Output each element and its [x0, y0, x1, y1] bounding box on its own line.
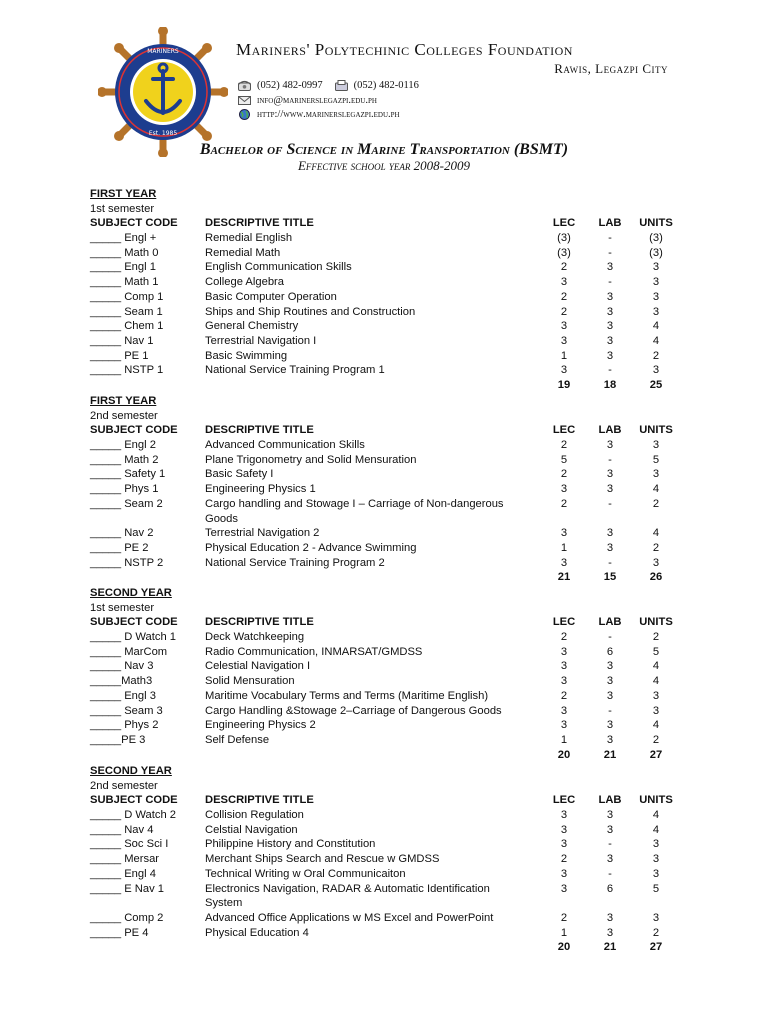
table-row [90, 497, 690, 526]
table-row [90, 659, 690, 674]
units-value: 5 [652, 645, 660, 658]
table-row [90, 275, 690, 290]
subject-code: _____ Phys 1 [90, 483, 159, 496]
lab-hours: 3 [606, 853, 614, 866]
lec-hours: 3 [560, 675, 568, 688]
subject-title: Celestial Navigation I [205, 660, 311, 673]
subject-code: _____ Seam 1 [90, 305, 163, 318]
units-value: 4 [652, 527, 660, 540]
column-header-title: DESCRIPTIVE TITLE [205, 217, 314, 230]
subject-title: Physical Education 4 [205, 926, 309, 939]
lab-hours: 3 [606, 261, 614, 274]
lec-hours: 2 [560, 911, 568, 924]
subject-title: Plane Trigonometry and Solid Mensuration [205, 453, 417, 466]
lec-hours: 3 [560, 276, 568, 289]
units-value: 4 [652, 660, 660, 673]
units-value: 2 [652, 926, 660, 939]
column-header-lab: LAB [598, 794, 622, 807]
column-header-lec: LEC [552, 424, 576, 437]
lab-hours: 3 [606, 349, 614, 362]
lab-hours: 6 [606, 882, 614, 895]
website-url[interactable]: http://www.marinerslegazpi.edu.ph [257, 109, 400, 120]
units-value: 4 [652, 823, 660, 836]
lec-hours: 2 [560, 468, 568, 481]
units-value: 2 [652, 497, 660, 510]
lec-hours: 1 [560, 349, 568, 362]
subject-code: _____ PE 4 [90, 926, 149, 939]
curriculum-section [90, 394, 690, 585]
lab-hours: 3 [606, 468, 614, 481]
lab-hours: - [608, 867, 612, 880]
units-value: 2 [652, 631, 660, 644]
units-value: 5 [652, 882, 660, 895]
lec-hours: 3 [560, 660, 568, 673]
total-units: 27 [649, 748, 663, 761]
units-value: 4 [652, 483, 660, 496]
subject-code: _____ Engl + [90, 232, 157, 245]
subject-code: _____ PE 1 [90, 349, 149, 362]
envelope-icon [238, 95, 251, 106]
subject-title: English Communication Skills [205, 261, 352, 274]
subject-title: Physical Education 2 - Advance Swimming [205, 541, 417, 554]
units-value: 3 [652, 838, 660, 851]
subject-code: _____ Engl 3 [90, 689, 156, 702]
lec-hours: 3 [560, 556, 568, 569]
organization-name: Mariners' Polytechinic Colleges Foundation [236, 40, 573, 59]
subject-title: Advanced Communication Skills [205, 439, 365, 452]
table-row [90, 689, 690, 704]
units-value: 2 [652, 733, 660, 746]
units-value: 3 [652, 290, 660, 303]
subject-title: Basic Safety I [205, 468, 274, 481]
subject-title: Advanced Office Applications w MS Excel and PowerPoint [205, 911, 494, 924]
lab-hours: 6 [606, 645, 614, 658]
total-lab: 21 [603, 748, 617, 761]
column-header-lec: LEC [552, 794, 576, 807]
lec-hours: 3 [560, 823, 568, 836]
lab-hours: 3 [606, 334, 614, 347]
units-value: 3 [652, 364, 660, 377]
semester-label: 1st semester [90, 202, 155, 215]
year-heading: SECOND YEAR [90, 765, 172, 777]
column-header-title: DESCRIPTIVE TITLE [205, 424, 314, 437]
lec-hours: 2 [560, 689, 568, 702]
fax-number: (052) 482-0116 [353, 80, 419, 91]
subject-title: Terrestrial Navigation I [205, 334, 317, 347]
table-row [90, 231, 690, 246]
subject-code: _____ Engl 4 [90, 867, 156, 880]
table-row [90, 482, 690, 497]
table-row [90, 837, 690, 852]
table-row [90, 363, 690, 378]
units-value: 3 [652, 704, 660, 717]
year-heading: FIRST YEAR [90, 395, 157, 407]
lab-hours: - [608, 246, 612, 259]
lec-hours: 3 [560, 719, 568, 732]
svg-text:MARINERS: MARINERS [147, 48, 179, 55]
lec-hours: 1 [560, 926, 568, 939]
lab-hours: - [608, 838, 612, 851]
units-value: (3) [649, 232, 663, 245]
lab-hours: 3 [606, 305, 614, 318]
curriculum-section [90, 586, 690, 762]
column-header-lab: LAB [598, 217, 622, 230]
subject-code: _____PE 3 [90, 733, 146, 746]
table-row [90, 926, 690, 941]
subject-title: Terrestrial Navigation 2 [205, 527, 320, 540]
totals-row [90, 748, 690, 763]
units-value: 3 [652, 305, 660, 318]
lec-hours: 3 [560, 704, 568, 717]
column-header-lab: LAB [598, 616, 622, 629]
units-value: 3 [652, 867, 660, 880]
column-header-units: UNITS [639, 217, 673, 230]
units-value: 3 [652, 468, 660, 481]
lec-hours: 3 [560, 483, 568, 496]
lec-hours: 3 [560, 334, 568, 347]
lab-hours: 3 [606, 719, 614, 732]
year-heading: FIRST YEAR [90, 188, 157, 200]
lec-hours: 3 [560, 882, 568, 895]
table-row [90, 645, 690, 660]
column-header-code: SUBJECT CODE [90, 616, 178, 629]
lab-hours: 3 [606, 483, 614, 496]
total-lec: 21 [557, 571, 571, 584]
column-header-code: SUBJECT CODE [90, 217, 178, 230]
subject-code: _____ Mersar [90, 853, 160, 866]
lab-hours: 3 [606, 809, 614, 822]
subject-title: Engineering Physics 1 [205, 483, 316, 496]
units-value: 3 [652, 439, 660, 452]
subject-title: Cargo handling and Stowage I – Carriage of Non-dangerous Goods [205, 497, 504, 525]
subject-code: _____ D Watch 2 [90, 809, 177, 822]
units-value: 3 [652, 556, 660, 569]
total-units: 25 [649, 378, 663, 391]
table-row [90, 704, 690, 719]
subject-title: General Chemistry [205, 320, 299, 333]
subject-code: _____ Phys 2 [90, 719, 159, 732]
lab-hours: - [608, 276, 612, 289]
lec-hours: 2 [560, 631, 568, 644]
column-header-lab: LAB [598, 424, 622, 437]
subject-title: Technical Writing w Oral Communicaiton [205, 867, 406, 880]
subject-code: _____ Math 0 [90, 246, 159, 259]
lec-hours: 1 [560, 541, 568, 554]
lec-hours: 3 [560, 527, 568, 540]
units-value: 5 [652, 453, 660, 466]
subject-code: _____ MarCom [90, 645, 168, 658]
lab-hours: 3 [606, 660, 614, 673]
table-row [90, 823, 690, 838]
lec-hours: 3 [560, 838, 568, 851]
lec-hours: 1 [560, 733, 568, 746]
column-header-code: SUBJECT CODE [90, 794, 178, 807]
lec-hours: 3 [560, 364, 568, 377]
lec-hours: 2 [560, 439, 568, 452]
column-header-units: UNITS [639, 424, 673, 437]
subject-code: _____ Math 1 [90, 276, 159, 289]
units-value: 3 [652, 911, 660, 924]
units-value: 3 [652, 261, 660, 274]
fax-icon [335, 80, 348, 91]
total-units: 26 [649, 571, 663, 584]
subject-code: _____ PE 2 [90, 541, 149, 554]
column-header-units: UNITS [639, 794, 673, 807]
totals-row [90, 570, 690, 585]
units-value: 3 [652, 689, 660, 702]
subject-title: Ships and Ship Routines and Construction [205, 305, 416, 318]
units-value: 4 [652, 809, 660, 822]
total-lab: 21 [603, 941, 617, 954]
school-seal-logo [98, 27, 228, 157]
curriculum-section [90, 764, 690, 955]
subject-code: _____ NSTP 1 [90, 364, 164, 377]
subject-title: Merchant Ships Search and Rescue w GMDSS [205, 853, 440, 866]
lab-hours: - [608, 704, 612, 717]
lec-hours: 2 [560, 305, 568, 318]
lab-hours: 3 [606, 911, 614, 924]
lab-hours: - [608, 232, 612, 245]
subject-code: _____ Safety 1 [90, 468, 166, 481]
table-row [90, 911, 690, 926]
table-row [90, 467, 690, 482]
table-row [90, 630, 690, 645]
lab-hours: - [608, 364, 612, 377]
lec-hours: 3 [560, 867, 568, 880]
svg-text:Est. 1985: Est. 1985 [148, 130, 178, 137]
table-row [90, 526, 690, 541]
table-row [90, 718, 690, 733]
column-header-code: SUBJECT CODE [90, 424, 178, 437]
subject-code: _____ Chem 1 [90, 320, 164, 333]
subject-title: Solid Mensuration [205, 675, 295, 688]
subject-code: _____ Nav 2 [90, 527, 154, 540]
table-row [90, 305, 690, 320]
units-value: 4 [652, 320, 660, 333]
lab-hours: 3 [606, 823, 614, 836]
lab-hours: - [608, 497, 612, 510]
subject-code: _____ Seam 3 [90, 704, 163, 717]
subject-code: _____ Comp 1 [90, 290, 164, 303]
curriculum-section [90, 187, 690, 393]
subject-code: _____ Seam 2 [90, 497, 163, 510]
subject-code: _____ Engl 2 [90, 439, 156, 452]
total-lec: 20 [557, 748, 571, 761]
subject-code: _____ Soc Sci I [90, 838, 169, 851]
total-lec: 20 [557, 941, 571, 954]
table-header-row [90, 793, 690, 808]
subject-title: Remedial Math [205, 246, 281, 259]
subject-code: _____ Nav 4 [90, 823, 154, 836]
subject-title: Collision Regulation [205, 809, 304, 822]
totals-row [90, 940, 690, 955]
total-lab: 18 [603, 378, 617, 391]
table-header-row [90, 615, 690, 630]
total-lec: 19 [557, 378, 571, 391]
table-row [90, 319, 690, 334]
lab-hours: 3 [606, 926, 614, 939]
table-row [90, 733, 690, 748]
units-value: 4 [652, 334, 660, 347]
table-row [90, 334, 690, 349]
lab-hours: - [608, 453, 612, 466]
units-value: 4 [652, 675, 660, 688]
subject-code: _____Math3 [90, 675, 153, 688]
table-row [90, 349, 690, 364]
subject-title: National Service Training Program 2 [205, 556, 385, 569]
column-header-title: DESCRIPTIVE TITLE [205, 794, 314, 807]
table-row [90, 867, 690, 882]
units-value: 3 [652, 853, 660, 866]
organization-city: Rawis, Legazpi City [554, 61, 668, 76]
phone-number: (052) 482-0997 [257, 80, 323, 91]
subject-code: _____ E Nav 1 [90, 882, 165, 895]
subject-title: Remedial English [205, 232, 293, 245]
table-row [90, 674, 690, 689]
semester-label: 2nd semester [90, 409, 158, 422]
column-header-units: UNITS [639, 616, 673, 629]
subject-title: Engineering Physics 2 [205, 719, 316, 732]
subject-title: Philippine History and Constitution [205, 838, 376, 851]
subject-code: _____ Nav 3 [90, 660, 154, 673]
letterhead [0, 0, 768, 140]
table-row [90, 808, 690, 823]
lab-hours: 3 [606, 733, 614, 746]
lec-hours: 3 [560, 645, 568, 658]
email-line [238, 95, 377, 106]
lec-hours: 3 [560, 809, 568, 822]
units-value: 2 [652, 541, 660, 554]
subject-code: _____ Math 2 [90, 453, 159, 466]
subject-title: Cargo Handling &Stowage 2–Carriage of Dangerous Goods [205, 704, 502, 717]
lec-hours: (3) [557, 246, 571, 259]
website-line [238, 109, 400, 120]
lec-hours: 2 [560, 261, 568, 274]
lab-hours: 3 [606, 541, 614, 554]
lab-hours: 3 [606, 527, 614, 540]
lab-hours: 3 [606, 290, 614, 303]
table-row [90, 260, 690, 275]
lab-hours: - [608, 631, 612, 644]
total-units: 27 [649, 941, 663, 954]
subject-title: National Service Training Program 1 [205, 364, 385, 377]
subject-title: Radio Communication, INMARSAT/GMDSS [205, 645, 423, 658]
lec-hours: 2 [560, 290, 568, 303]
lec-hours: 3 [560, 320, 568, 333]
table-header-row [90, 216, 690, 231]
units-value: (3) [649, 246, 663, 259]
table-row [90, 852, 690, 867]
table-row [90, 882, 690, 911]
phone-line [238, 80, 419, 91]
totals-row [90, 378, 690, 393]
subject-code: _____ Engl 1 [90, 261, 156, 274]
telephone-icon [238, 80, 251, 91]
semester-label: 1st semester [90, 601, 155, 614]
lab-hours: 3 [606, 675, 614, 688]
column-header-lec: LEC [552, 217, 576, 230]
table-row [90, 438, 690, 453]
units-value: 3 [652, 276, 660, 289]
semester-label: 2nd semester [90, 779, 158, 792]
lec-hours: 2 [560, 853, 568, 866]
subject-code: _____ Nav 1 [90, 334, 154, 347]
subject-code: _____ D Watch 1 [90, 631, 177, 644]
table-row [90, 541, 690, 556]
table-row [90, 453, 690, 468]
document-title: Bachelor of Science in Marine Transportation (BSMT) [199, 141, 569, 158]
subject-code: _____ Comp 2 [90, 911, 164, 924]
units-value: 2 [652, 349, 660, 362]
subject-title: Celstial Navigation [205, 823, 298, 836]
subject-title: Basic Swimming [205, 349, 288, 362]
subject-title: Deck Watchkeeping [205, 631, 305, 644]
column-header-title: DESCRIPTIVE TITLE [205, 616, 314, 629]
lab-hours: - [608, 556, 612, 569]
column-header-lec: LEC [552, 616, 576, 629]
subject-title: Basic Computer Operation [205, 290, 337, 303]
subject-title: College Algebra [205, 276, 284, 289]
lab-hours: 3 [606, 689, 614, 702]
table-header-row [90, 423, 690, 438]
subject-title: Self Defense [205, 733, 270, 746]
globe-icon [238, 109, 251, 120]
lec-hours: 2 [560, 497, 568, 510]
document-subtitle: Effective school year 2008-2009 [297, 158, 471, 173]
table-row [90, 556, 690, 571]
year-heading: SECOND YEAR [90, 587, 172, 599]
total-lab: 15 [603, 571, 617, 584]
lec-hours: 5 [560, 453, 568, 466]
lab-hours: 3 [606, 320, 614, 333]
email-address[interactable]: info@marinerslegazpi.edu.ph [257, 95, 377, 106]
table-row [90, 290, 690, 305]
table-row [90, 246, 690, 261]
subject-title: Electronics Navigation, RADAR & Automatic Identification System [205, 882, 490, 910]
subject-code: _____ NSTP 2 [90, 556, 164, 569]
lab-hours: 3 [606, 439, 614, 452]
lec-hours: (3) [557, 232, 571, 245]
units-value: 4 [652, 719, 660, 732]
subject-title: Maritime Vocabulary Terms and Terms (Maritime English) [205, 689, 489, 702]
